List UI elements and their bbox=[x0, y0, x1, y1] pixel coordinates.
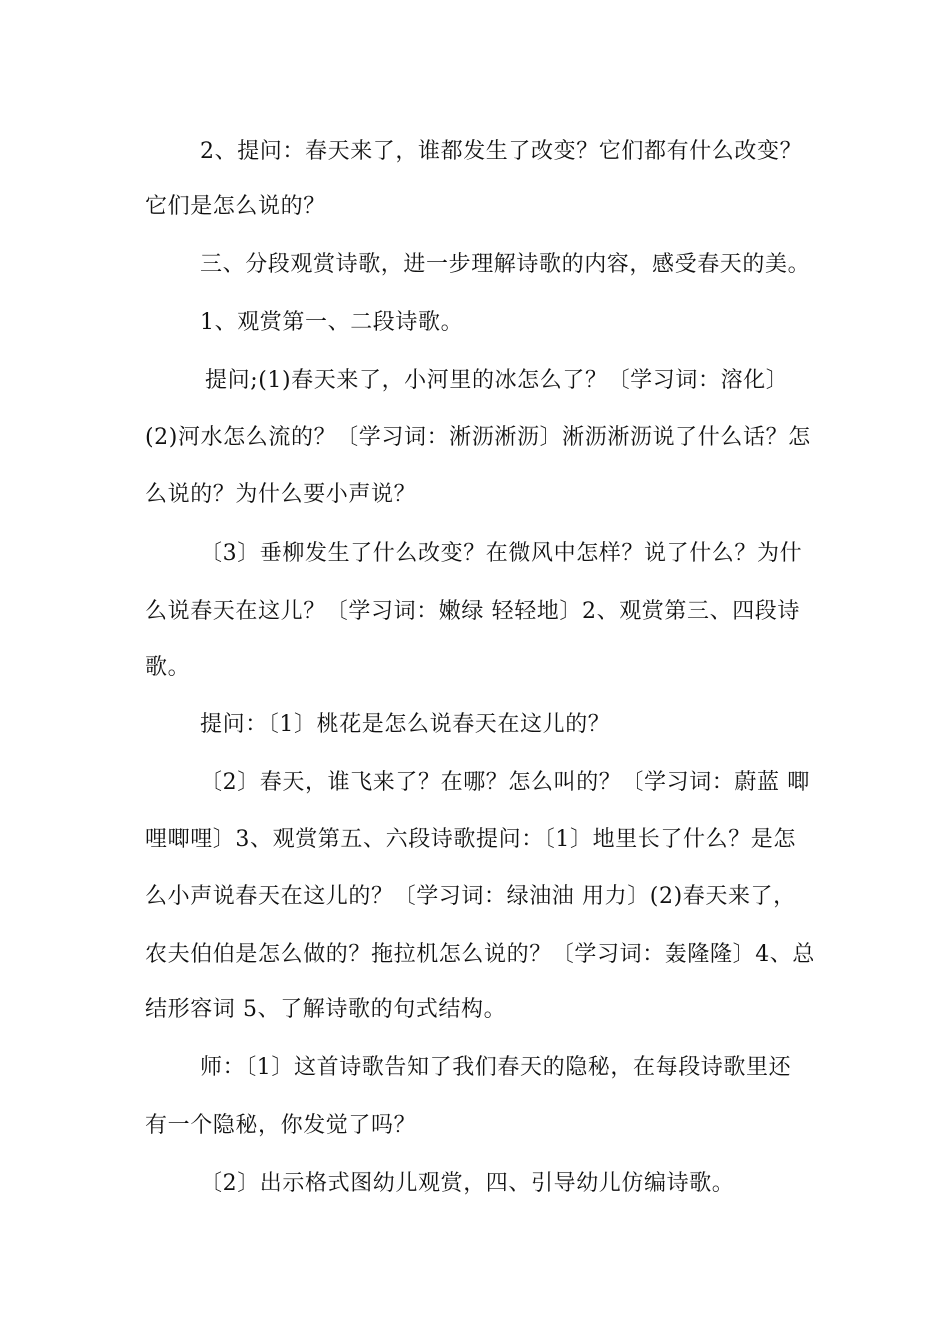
paragraph-line: 农夫伯伯是怎么做的？拖拉机怎么说的？〔学习词：轰隆隆〕4、总 bbox=[145, 942, 815, 967]
paragraph-line: 它们是怎么说的？ bbox=[145, 194, 326, 219]
paragraph-line: 有一个隐秘，你发觉了吗？ bbox=[145, 1113, 417, 1138]
paragraph-line: 师：〔1〕这首诗歌告知了我们春天的隐秘，在每段诗歌里还 bbox=[200, 1055, 792, 1080]
paragraph-line: 哩唧哩〕3、观赏第五、六段诗歌提问：〔1〕地里长了什么？是怎 bbox=[145, 827, 796, 852]
paragraph-line: (2)河水怎么流的？〔学习词：淅沥淅沥〕淅沥淅沥说了什么话？怎 bbox=[145, 425, 811, 450]
paragraph-line: 三、分段观赏诗歌，进一步理解诗歌的内容，感受春天的美。 bbox=[200, 252, 811, 277]
paragraph-line: 么说的？为什么要小声说？ bbox=[145, 482, 417, 507]
paragraph-line: 提问;(1)春天来了，小河里的冰怎么了？〔学习词：溶化〕 bbox=[205, 368, 789, 393]
paragraph-line: 歌。 bbox=[145, 655, 191, 680]
paragraph-line: 么小声说春天在这儿的？〔学习词：绿油油 用力〕(2)春天来了， bbox=[145, 884, 796, 909]
paragraph-line: 〔2〕出示格式图幼儿观赏，四、引导幼儿仿编诗歌。 bbox=[200, 1171, 735, 1196]
paragraph-line: 1、观赏第一、二段诗歌。 bbox=[200, 310, 464, 335]
paragraph-line: 〔2〕春天，谁飞来了？在哪？怎么叫的？〔学习词：蔚蓝 唧 bbox=[200, 770, 810, 795]
paragraph-line: 提问：〔1〕桃花是怎么说春天在这儿的？ bbox=[200, 712, 611, 737]
paragraph-line: 〔3〕垂柳发生了什么改变？在微风中怎样？说了什么？为什 bbox=[200, 541, 803, 566]
paragraph-line: 2、提问：春天来了，谁都发生了改变？它们都有什么改变？ bbox=[200, 139, 803, 164]
paragraph-line: 结形容词 5、了解诗歌的句式结构。 bbox=[145, 997, 507, 1022]
paragraph-line: 么说春天在这儿？〔学习词：嫩绿 轻轻地〕2、观赏第三、四段诗 bbox=[145, 599, 800, 624]
